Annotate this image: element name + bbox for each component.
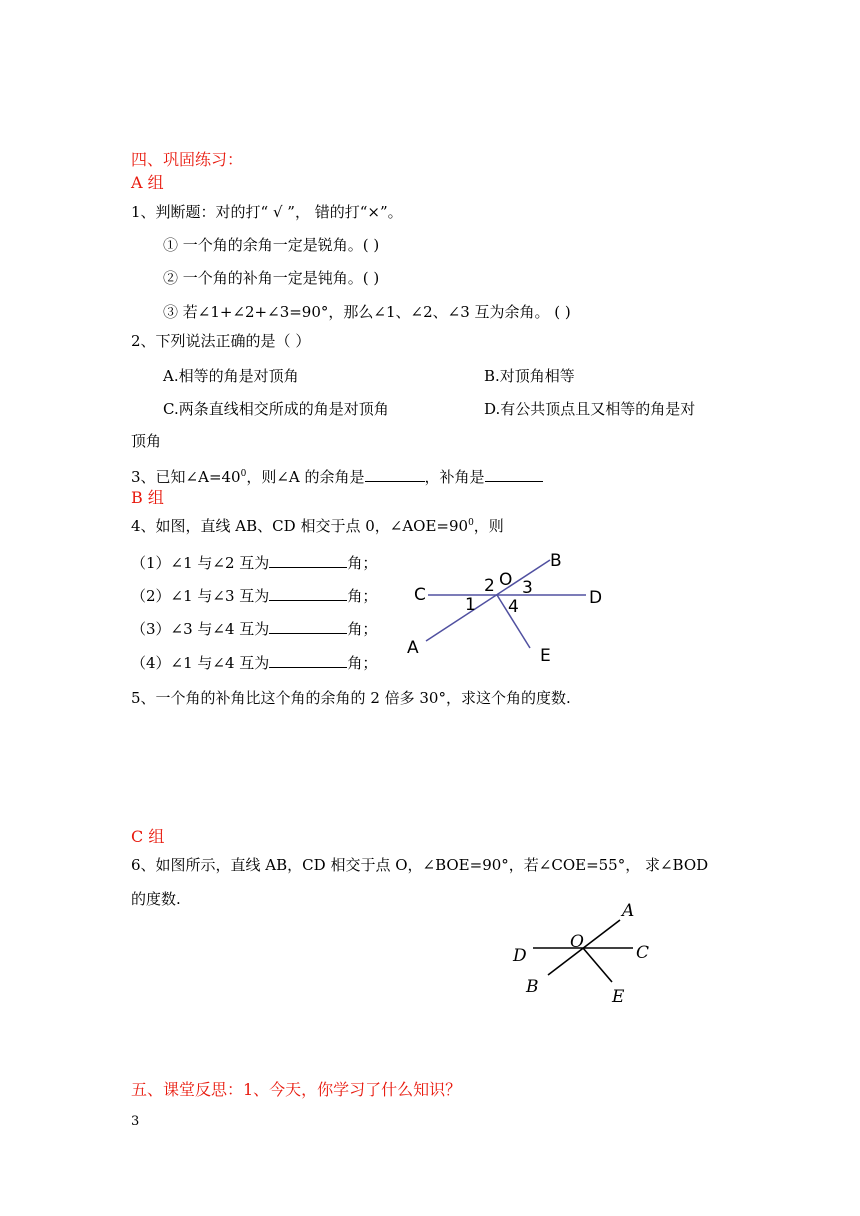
- q4-item-3-suffix: 角；: [347, 620, 378, 638]
- q2-option-c: C.两条直线相交所成的角是对顶角: [163, 400, 389, 418]
- q4-item-4-suffix: 角；: [347, 654, 378, 672]
- q4-label-2: 2: [484, 576, 495, 596]
- q1-stem: 1、判断题：对的打“ √ ”， 错的打“×”。: [131, 203, 403, 221]
- q6-label-c: C: [636, 943, 650, 963]
- q4-item-2-prefix: （2）∠1 与∠3 互为: [131, 587, 270, 605]
- q6-label-a: A: [622, 901, 635, 921]
- q5: 5、一个角的补角比这个角的余角的 2 倍多 30°，求这个角的度数.: [131, 689, 571, 707]
- q4-item-1-blank[interactable]: [269, 552, 347, 568]
- q6-label-b: B: [526, 977, 539, 997]
- q3-supplement-blank[interactable]: [485, 466, 543, 482]
- q4-item-4: [131, 652, 377, 673]
- q1-item-2: ② 一个角的补角一定是钝角。( ): [163, 269, 380, 287]
- q4-label-d: D: [589, 588, 603, 608]
- q6-line-2: 的度数.: [131, 890, 181, 908]
- q3-mid2: ，补角是: [424, 468, 485, 486]
- q4-item-4-prefix: （4）∠1 与∠4 互为: [131, 654, 270, 672]
- q2-stem: 2、下列说法正确的是（ ）: [131, 332, 311, 350]
- q6-label-d: D: [513, 946, 527, 966]
- q4-item-1: [131, 552, 377, 573]
- q3-mid: ，则∠A 的余角是: [246, 468, 365, 486]
- q4-label-c: C: [414, 585, 426, 605]
- q2-option-b: B.对顶角相等: [484, 367, 575, 385]
- q4-item-1-prefix: （1）∠1 与∠2 互为: [131, 554, 270, 572]
- q1-item-3: ③ 若∠1+∠2+∠3=90°，那么∠1、∠2、∠3 互为余角。 ( ): [163, 303, 571, 321]
- q4-label-4: 4: [508, 597, 519, 617]
- q4-label-1: 1: [465, 595, 476, 615]
- q4-figure: [400, 540, 620, 670]
- q4-item-3-blank[interactable]: [269, 618, 347, 634]
- q4-item-1-suffix: 角；: [347, 554, 378, 572]
- q2-option-a: A.相等的角是对顶角: [163, 367, 299, 385]
- section-4-heading: 四、巩固练习：: [131, 150, 244, 169]
- q4-item-3-prefix: （3）∠3 与∠4 互为: [131, 620, 270, 638]
- q4-degree-sup: 0: [468, 518, 474, 528]
- group-a-label: A 组: [131, 173, 164, 192]
- q3: [131, 466, 543, 487]
- q4-item-2: [131, 585, 377, 606]
- q4-stem-suffix: ，则: [473, 517, 504, 535]
- q4-label-e: E: [540, 646, 551, 666]
- page-number: 3: [131, 1114, 140, 1129]
- q2-option-d-wrap: 顶角: [131, 432, 162, 450]
- q4-item-4-blank[interactable]: [269, 652, 347, 668]
- q6-label-o: O: [570, 932, 584, 952]
- q4-label-o: O: [499, 570, 513, 590]
- q4-label-a: A: [407, 638, 419, 658]
- q6-line-oe: [583, 948, 612, 982]
- q4-item-3: [131, 618, 377, 639]
- q6-figure: [508, 900, 658, 1010]
- q2-option-d: D.有公共顶点且又相等的角是对: [484, 400, 696, 418]
- group-c-label: C 组: [131, 827, 165, 846]
- q4-stem-prefix: 4、如图，直线 AB、CD 相交于点 0，∠AOE=90: [131, 517, 469, 535]
- q6-line-1: 6、如图所示，直线 AB，CD 相交于点 O，∠BOE=90°，若∠COE=55°， 求∠BOD: [131, 856, 709, 874]
- section-5-heading: 五、课堂反思：1、今天，你学习了什么知识？: [131, 1080, 462, 1099]
- q4-label-3: 3: [522, 578, 533, 598]
- q4-item-2-blank[interactable]: [269, 585, 347, 601]
- q4-label-b: B: [550, 551, 562, 571]
- q6-label-e: E: [612, 987, 625, 1007]
- q3-complement-blank[interactable]: [365, 466, 425, 482]
- q4-line-ab: [426, 560, 550, 641]
- q1-item-1: ① 一个角的余角一定是锐角。( ): [163, 236, 380, 254]
- q3-degree-sup: 0: [240, 469, 247, 479]
- group-b-label: B 组: [131, 488, 164, 507]
- q4-item-2-suffix: 角；: [347, 587, 378, 605]
- q3-prefix: 3、已知∠A=40: [131, 468, 241, 486]
- q4-stem: [131, 516, 504, 536]
